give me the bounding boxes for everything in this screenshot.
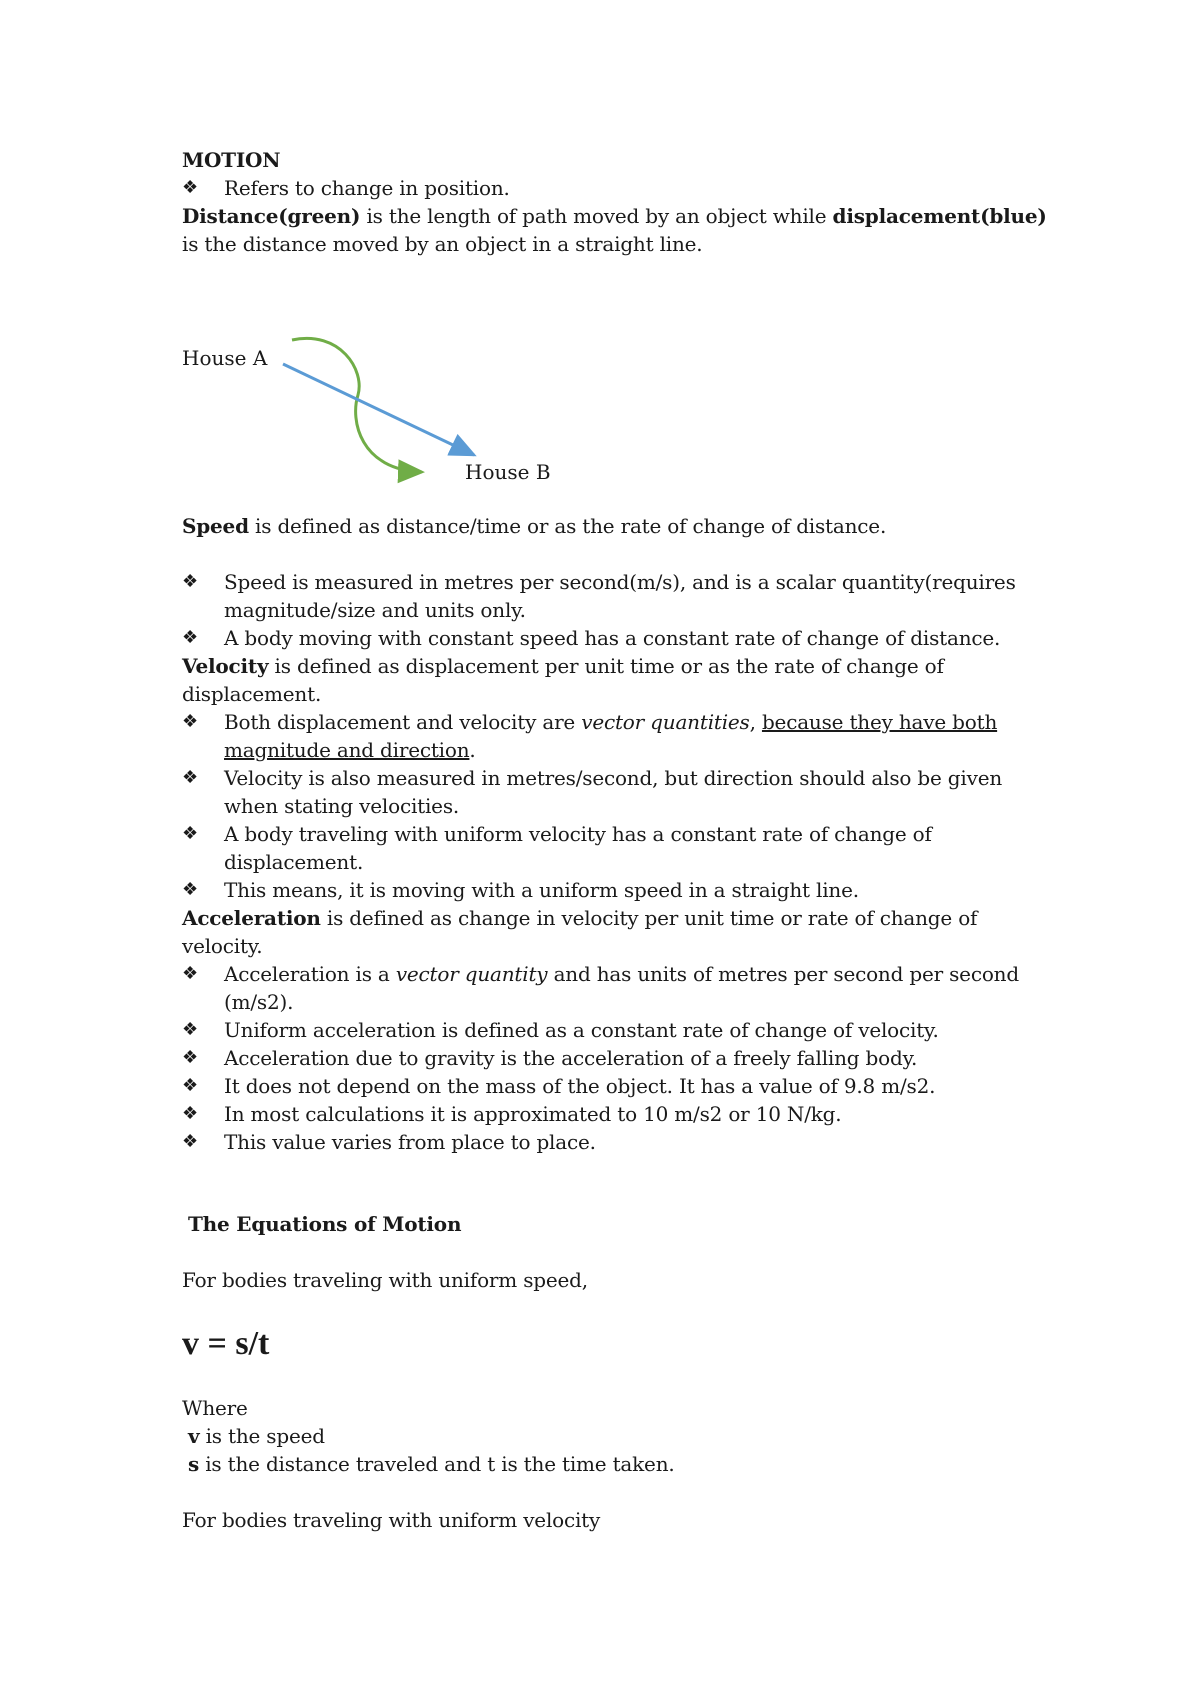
vel-b1-italic: vector quantities bbox=[581, 710, 750, 734]
bullet-icon: ❖ bbox=[182, 963, 199, 984]
bullet-icon: ❖ bbox=[182, 1103, 199, 1124]
velocity-bullet-3: A body traveling with uniform velocity has a constant rate of change of bbox=[224, 822, 932, 846]
bullet-icon: ❖ bbox=[182, 571, 199, 592]
speed-term: Speed bbox=[182, 514, 249, 538]
bullet-icon: ❖ bbox=[182, 1047, 199, 1068]
velocity-definition-cont: displacement. bbox=[182, 682, 322, 706]
acc-b1-post: and has units of metres per second per second bbox=[547, 962, 1019, 986]
vel-b1-comma: , bbox=[749, 710, 762, 734]
accel-bullet-2: Uniform acceleration is defined as a constant rate of change of velocity. bbox=[224, 1018, 939, 1042]
distance-definition-cont: is the distance moved by an object in a straight line. bbox=[182, 232, 703, 256]
distance-path-green bbox=[292, 338, 422, 472]
velocity-def-text: is defined as displacement per unit time or as the rate of change of bbox=[268, 654, 944, 678]
bullet-icon: ❖ bbox=[182, 1131, 199, 1152]
bullet-icon: ❖ bbox=[182, 177, 199, 198]
house-a-label: House A bbox=[182, 346, 268, 370]
displacement-term: displacement(blue) bbox=[832, 204, 1047, 228]
intro-bullet: Refers to change in position. bbox=[224, 176, 510, 200]
accel-bullet-6: This value varies from place to place. bbox=[224, 1130, 596, 1154]
speed-formula: v = s/t bbox=[182, 1325, 270, 1362]
s-definition bbox=[188, 1450, 675, 1478]
bullet-icon: ❖ bbox=[182, 627, 199, 648]
accel-bullet-1-cont: (m/s2). bbox=[224, 990, 294, 1014]
equations-heading: The Equations of Motion bbox=[188, 1212, 462, 1236]
vel-b1-underline-cont: magnitude and direction bbox=[224, 738, 470, 762]
bullet-icon: ❖ bbox=[182, 823, 199, 844]
vel-b1-end: . bbox=[469, 738, 476, 762]
acc-b1-italic: vector quantity bbox=[395, 962, 548, 986]
acceleration-definition bbox=[182, 904, 977, 932]
bullet-icon: ❖ bbox=[182, 879, 199, 900]
uniform-velocity-intro: For bodies traveling with uniform velocity bbox=[182, 1508, 601, 1532]
where-label: Where bbox=[182, 1396, 248, 1420]
v-desc: is the speed bbox=[199, 1424, 325, 1448]
accel-bullet-5: In most calculations it is approximated to 10 m/s2 or 10 N/kg. bbox=[224, 1102, 842, 1126]
velocity-bullet-1 bbox=[224, 708, 997, 736]
speed-bullet-2: A body moving with constant speed has a constant rate of change of distance. bbox=[224, 626, 1001, 650]
house-b-label: House B bbox=[465, 460, 551, 484]
velocity-bullet-2: Velocity is also measured in metres/second, but direction should also be given bbox=[224, 766, 1003, 790]
velocity-bullet-1-cont bbox=[224, 736, 476, 764]
accel-bullet-4: It does not depend on the mass of the object. It has a value of 9.8 m/s2. bbox=[224, 1074, 936, 1098]
uniform-speed-intro: For bodies traveling with uniform speed, bbox=[182, 1268, 588, 1292]
velocity-term: Velocity bbox=[182, 654, 269, 678]
acceleration-definition-cont: velocity. bbox=[182, 934, 263, 958]
speed-definition bbox=[182, 512, 886, 540]
acceleration-term: Acceleration bbox=[182, 906, 321, 930]
accel-bullet-3: Acceleration due to gravity is the acceleration of a freely falling body. bbox=[224, 1046, 918, 1070]
v-symbol: v bbox=[188, 1424, 200, 1448]
distance-def-text: is the length of path moved by an object while bbox=[360, 204, 833, 228]
bullet-icon: ❖ bbox=[182, 1075, 199, 1096]
bullet-icon: ❖ bbox=[182, 711, 199, 732]
displacement-path-blue bbox=[283, 364, 474, 455]
bullet-icon: ❖ bbox=[182, 767, 199, 788]
s-desc: is the distance traveled and t is the time taken. bbox=[199, 1452, 675, 1476]
velocity-definition bbox=[182, 652, 944, 680]
bullet-icon: ❖ bbox=[182, 1019, 199, 1040]
velocity-bullet-3-cont: displacement. bbox=[224, 850, 364, 874]
vel-b1-underline: because they have both bbox=[761, 710, 998, 734]
vel-b1-pre: Both displacement and velocity are bbox=[224, 710, 582, 734]
distance-displacement-diagram bbox=[0, 0, 1200, 520]
accel-def-text: is defined as change in velocity per unit time or rate of change of bbox=[320, 906, 978, 930]
accel-bullet-1 bbox=[224, 960, 1019, 988]
velocity-bullet-4: This means, it is moving with a uniform speed in a straight line. bbox=[224, 878, 859, 902]
speed-bullet-1: Speed is measured in metres per second(m/s), and is a scalar quantity(requires bbox=[224, 570, 1016, 594]
distance-term: Distance(green) bbox=[182, 204, 361, 228]
speed-def-text: is defined as distance/time or as the rate of change of distance. bbox=[248, 514, 887, 538]
s-symbol: s bbox=[188, 1452, 200, 1476]
page-title: MOTION bbox=[182, 148, 281, 172]
v-definition bbox=[188, 1422, 325, 1450]
speed-bullet-1-cont: magnitude/size and units only. bbox=[224, 598, 526, 622]
acc-b1-pre: Acceleration is a bbox=[224, 962, 396, 986]
velocity-bullet-2-cont: when stating velocities. bbox=[224, 794, 460, 818]
